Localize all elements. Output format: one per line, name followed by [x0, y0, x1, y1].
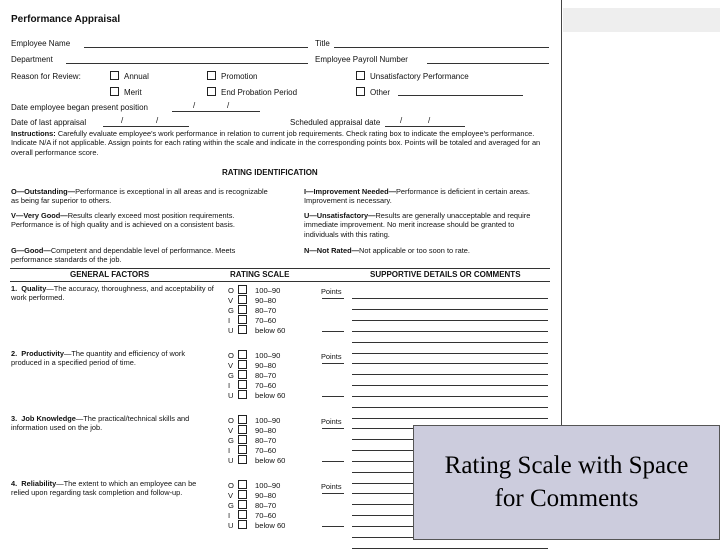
- comment-line[interactable]: [352, 363, 548, 364]
- rating-checkbox[interactable]: [238, 520, 247, 529]
- scale-letter: I: [228, 511, 231, 520]
- rating-checkbox[interactable]: [238, 500, 247, 509]
- comment-line[interactable]: [352, 331, 548, 332]
- scale-range: 90–80: [255, 296, 277, 305]
- rating-scale-row: [228, 445, 276, 455]
- rating-u: [304, 211, 549, 239]
- scale-letter: I: [228, 446, 231, 455]
- rating-scale-row: [228, 325, 285, 335]
- points-field[interactable]: [322, 493, 344, 494]
- rating-checkbox[interactable]: [238, 315, 247, 324]
- scale-letter: V: [228, 491, 234, 500]
- points-field[interactable]: [322, 526, 344, 527]
- rating-scale-row: [228, 500, 276, 510]
- rating-g-label: G—Good—: [11, 246, 51, 255]
- comment-line[interactable]: [352, 342, 548, 343]
- rating-u-label: U—Unsatisfactory—: [304, 211, 376, 220]
- rating-scale-row: [228, 305, 276, 315]
- date-slash: /: [428, 116, 431, 125]
- rating-scale-row: [228, 510, 276, 520]
- scale-range: 80–70: [255, 306, 277, 315]
- factor-description: [11, 284, 216, 303]
- rating-checkbox[interactable]: [238, 435, 247, 444]
- instructions-label: Instructions:: [11, 129, 56, 138]
- caption-line-1: Rating Scale with Space: [444, 452, 689, 479]
- rating-checkbox[interactable]: [238, 425, 247, 434]
- points-field[interactable]: [322, 428, 344, 429]
- rating-n-text: Not applicable or too soon to rate.: [359, 246, 470, 255]
- scheduled-label: Scheduled appraisal date: [290, 118, 381, 127]
- comment-line[interactable]: [352, 298, 548, 299]
- scale-letter: U: [228, 456, 234, 465]
- rating-u-text: Results are generally unacceptable and require immediate improvement. No merit increase should be granted to individuals with this rating.: [304, 211, 531, 239]
- comment-line[interactable]: [352, 374, 548, 375]
- department-label: Department: [11, 55, 53, 64]
- reason-unsatisfactory[interactable]: [356, 71, 469, 82]
- scale-letter: O: [228, 351, 234, 360]
- comment-line[interactable]: [352, 320, 548, 321]
- factor-number: 2.: [11, 349, 18, 358]
- factor-number: 1.: [11, 284, 18, 293]
- scale-range: 70–60: [255, 511, 277, 520]
- col-general-factors: GENERAL FACTORS: [70, 270, 150, 279]
- scale-letter: V: [228, 296, 234, 305]
- factor-name: Reliability: [21, 479, 57, 488]
- reason-other[interactable]: [356, 87, 390, 98]
- rating-n-label: N—Not Rated—: [304, 246, 360, 255]
- reason-promotion-label: Promotion: [221, 72, 258, 81]
- rating-scale-row: [228, 435, 276, 445]
- rating-checkbox[interactable]: [238, 325, 247, 334]
- rating-scale-row: [228, 415, 280, 425]
- points-label: Points: [321, 287, 342, 296]
- date-last-field[interactable]: [103, 126, 189, 127]
- scale-range: 70–60: [255, 381, 277, 390]
- scale-letter: G: [228, 306, 234, 315]
- rating-checkbox[interactable]: [238, 370, 247, 379]
- caption-line-2: for Comments: [494, 484, 639, 512]
- points-label: Points: [321, 352, 342, 361]
- comment-line[interactable]: [352, 418, 548, 419]
- scale-letter: G: [228, 501, 234, 510]
- rating-i-text: Performance is deficient in certain areas. Improvement is necessary.: [304, 187, 530, 206]
- rating-checkbox[interactable]: [238, 295, 247, 304]
- instructions: [11, 129, 551, 157]
- rating-checkbox[interactable]: [238, 305, 247, 314]
- department-field[interactable]: [66, 63, 308, 64]
- rating-checkbox[interactable]: [238, 380, 247, 389]
- checkbox[interactable]: [356, 71, 365, 80]
- reason-unsatisfactory-label: Unsatisfactory Performance: [370, 72, 469, 81]
- reason-annual-label: Annual: [124, 72, 149, 81]
- caption-box: [413, 425, 720, 540]
- date-slash: /: [227, 101, 230, 110]
- scale-range: below 60: [255, 456, 286, 465]
- rating-scale-row: [228, 480, 280, 490]
- date-slash: /: [156, 116, 159, 125]
- comment-line[interactable]: [352, 385, 548, 386]
- employee-name-label: Employee Name: [11, 39, 71, 48]
- title-label: Title: [315, 39, 330, 48]
- scale-letter: O: [228, 286, 234, 295]
- factor-desc: —The accuracy, thoroughness, and acceptability of work performed.: [11, 284, 214, 303]
- reason-other-field[interactable]: [398, 95, 523, 96]
- rating-scale-row: [228, 285, 280, 295]
- title-field[interactable]: [334, 47, 549, 48]
- scale-range: 70–60: [255, 316, 277, 325]
- rating-o-text: Performance is exceptional in all areas and is recognizable as being far superior to others.: [11, 187, 268, 206]
- rating-checkbox[interactable]: [238, 285, 247, 294]
- col-rating-scale: RATING SCALE: [230, 270, 290, 279]
- rating-v-text: Results clearly exceed most position requirements. Performance is of high quality and is achieved on a consistent basis.: [11, 211, 235, 230]
- form-title: Performance Appraisal: [11, 14, 121, 25]
- rating-scale-row: [228, 350, 280, 360]
- top-band: [563, 8, 720, 32]
- rating-checkbox[interactable]: [238, 390, 247, 399]
- scale-range: below 60: [255, 391, 286, 400]
- factor-desc: —The quantity and efficiency of work produced in a specified period of time.: [11, 349, 186, 368]
- date-slash: /: [400, 116, 403, 125]
- points-field[interactable]: [322, 396, 344, 397]
- points-field[interactable]: [322, 298, 344, 299]
- payroll-label: Employee Payroll Number: [315, 55, 408, 64]
- factor-description: [11, 349, 216, 368]
- scale-range: below 60: [255, 326, 286, 335]
- rating-v-label: V—Very Good—: [11, 211, 68, 220]
- rating-i: [304, 187, 549, 206]
- rating-checkbox[interactable]: [238, 510, 247, 519]
- date-began-label: Date employee began present position: [11, 103, 148, 112]
- reason-promotion[interactable]: [207, 71, 257, 82]
- scale-range: 100–90: [255, 416, 281, 425]
- employee-name-field[interactable]: [84, 47, 308, 48]
- date-slash: /: [121, 116, 124, 125]
- scale-letter: V: [228, 426, 234, 435]
- rating-checkbox[interactable]: [238, 455, 247, 464]
- factor-description: [11, 479, 216, 498]
- rating-o-label: O—Outstanding—: [11, 187, 76, 196]
- scale-range: 90–80: [255, 361, 277, 370]
- rating-scale-row: [228, 390, 285, 400]
- comment-line[interactable]: [352, 353, 548, 354]
- checkbox[interactable]: [110, 71, 119, 80]
- factor-desc: —The extent to which an employee can be relied upon regarding task completion and follow-up.: [11, 479, 197, 498]
- factor-number: 3.: [11, 414, 18, 423]
- points-label: Points: [321, 417, 342, 426]
- checkbox[interactable]: [110, 87, 119, 96]
- divider: [10, 268, 550, 269]
- checkbox[interactable]: [207, 87, 216, 96]
- rating-checkbox[interactable]: [238, 445, 247, 454]
- scale-range: 100–90: [255, 286, 281, 295]
- checkbox[interactable]: [356, 87, 365, 96]
- rating-scale-row: [228, 520, 285, 530]
- divider: [10, 281, 550, 282]
- reason-end-probation-label: End Probation Period: [221, 88, 298, 97]
- rating-scale-row: [228, 315, 276, 325]
- scale-range: 100–90: [255, 351, 281, 360]
- scale-letter: O: [228, 416, 234, 425]
- instructions-text: Carefully evaluate employee's work performance in relation to current job requirements. Check rating box to indicate the employee's performance. Indicate N/A if not applicable. Assign points for each rating within the scale and indicate in the corresponding points box. Points will be totaled and averaged for an overall performance score.: [11, 129, 541, 157]
- date-slash: /: [193, 101, 196, 110]
- scale-range: 100–90: [255, 481, 281, 490]
- reason-other-label: Other: [370, 88, 391, 97]
- factor-name: Quality: [21, 284, 47, 293]
- rating-g: [11, 246, 271, 265]
- date-began-field[interactable]: [172, 111, 260, 112]
- rating-scale-row: [228, 425, 276, 435]
- scale-letter: G: [228, 436, 234, 445]
- rating-n: [304, 246, 549, 255]
- scale-range: 80–70: [255, 501, 277, 510]
- scale-letter: I: [228, 381, 231, 390]
- col-comments: SUPPORTIVE DETAILS OR COMMENTS: [370, 270, 521, 279]
- rating-scale-row: [228, 295, 276, 305]
- rating-checkbox[interactable]: [238, 490, 247, 499]
- rating-checkbox[interactable]: [238, 415, 247, 424]
- scale-letter: O: [228, 481, 234, 490]
- rating-scale-row: [228, 455, 285, 465]
- scale-range: below 60: [255, 521, 286, 530]
- rating-checkbox[interactable]: [238, 480, 247, 489]
- factor-number: 4.: [11, 479, 18, 488]
- rating-scale-row: [228, 370, 276, 380]
- factor-name: Productivity: [21, 349, 64, 358]
- rating-i-label: I—Improvement Needed—: [304, 187, 396, 196]
- reason-merit-label: Merit: [124, 88, 142, 97]
- factor-name: Job Knowledge: [21, 414, 76, 423]
- points-field[interactable]: [322, 461, 344, 462]
- rating-id-heading: RATING IDENTIFICATION: [222, 168, 318, 177]
- payroll-field[interactable]: [427, 63, 549, 64]
- rating-scale-row: [228, 490, 276, 500]
- date-last-label: Date of last appraisal: [11, 118, 87, 127]
- checkbox[interactable]: [207, 71, 216, 80]
- reason-merit[interactable]: [110, 87, 142, 98]
- scale-letter: U: [228, 326, 234, 335]
- scale-letter: V: [228, 361, 234, 370]
- factor-desc: —The practical/technical skills and information used on the job.: [11, 414, 190, 433]
- rating-scale-row: [228, 380, 276, 390]
- rating-o: [11, 187, 271, 206]
- rating-v: [11, 211, 271, 230]
- rating-g-text: Competent and dependable level of performance. Meets performance standards of the job.: [11, 246, 236, 265]
- scale-range: 80–70: [255, 371, 277, 380]
- rating-checkbox[interactable]: [238, 360, 247, 369]
- scale-letter: G: [228, 371, 234, 380]
- reason-annual[interactable]: [110, 71, 149, 82]
- reason-label: Reason for Review:: [11, 72, 81, 81]
- rating-scale-row: [228, 360, 276, 370]
- scale-letter: I: [228, 316, 231, 325]
- reason-end-probation[interactable]: [207, 87, 297, 98]
- comment-line[interactable]: [352, 396, 548, 397]
- scale-range: 90–80: [255, 426, 277, 435]
- scale-range: 90–80: [255, 491, 277, 500]
- scale-letter: U: [228, 391, 234, 400]
- factor-description: [11, 414, 216, 433]
- scheduled-field[interactable]: [385, 126, 465, 127]
- points-field[interactable]: [322, 331, 344, 332]
- comment-line[interactable]: [352, 309, 548, 310]
- points-label: Points: [321, 482, 342, 491]
- points-field[interactable]: [322, 363, 344, 364]
- comment-line[interactable]: [352, 407, 548, 408]
- rating-checkbox[interactable]: [238, 350, 247, 359]
- scale-range: 70–60: [255, 446, 277, 455]
- scale-range: 80–70: [255, 436, 277, 445]
- scale-letter: U: [228, 521, 234, 530]
